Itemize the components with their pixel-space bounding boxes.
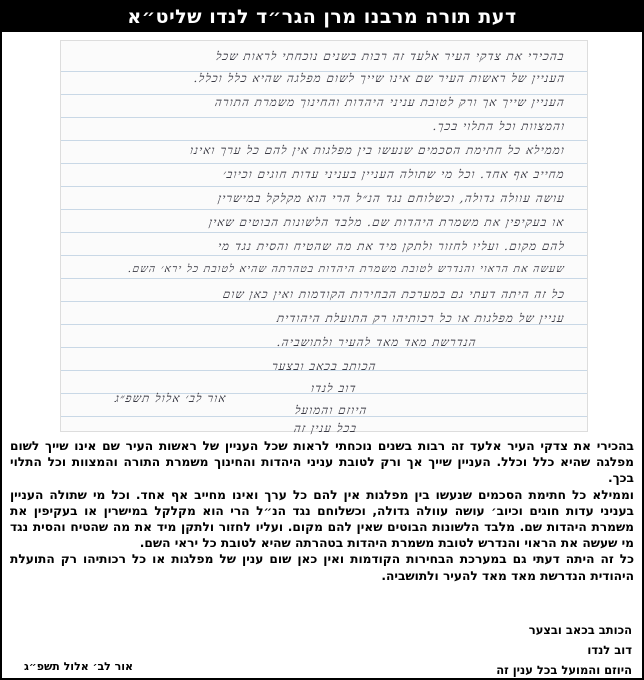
- handwritten-line: עושה עוולה גדולה, וכשלוחם נגד הנ״ל הרי הוא מקלקל במישרין: [216, 191, 566, 205]
- handwritten-letter-image: [60, 40, 588, 435]
- handwritten-line: בהכירי את צדקי העיר אלעד זה רבות בשנים נוכחתי לראות שכל: [215, 49, 566, 63]
- transcription-paragraph: כל זה היתה דעתי גם במערכת הבחירות הקודמות ואין כאן שום ענין של מפלגות או כל רכותיהו רק התועלת היהודית הנדרשת מאד מאד להעיר ולתושביה.: [10, 552, 634, 583]
- handwritten-signoff: הכותב בכאב ובצער: [271, 359, 378, 373]
- signature-block: [496, 620, 632, 680]
- transcription-paragraph: וממילא כל חתימת הסכמים שנעשו בין מפלגות אין להם כל ערך ואינו מחייב אף אחד. וכל מי שתולה העניין בעניני עדות חוגים וכיוב׳ עושה עוולה גדולה, וכשלוחם נגד הנ״ל הרי הוא מקלקל במישרין או בעקיפין את משמרת היהדות שם. מלבד הלשונות הבוטים שאין להם מקום. ועליו לחזור ולתקן מיד את מה שהטיח והסית נגד מי שעשה את הראוי והנדרש לטובת משמרת היהדות בטהרתה שהיא לטובת כל יראי השם.: [10, 487, 634, 551]
- signer-title: היוזם והמועל בכל ענין זה: [496, 663, 632, 677]
- handwritten-signature: דוב לנדו: [310, 381, 358, 395]
- typed-transcription: [10, 438, 634, 584]
- transcription-paragraph: בהכירי את צדקי העיר אלעד זה רבות בשנים נוכחתי לראות שכל העניין של ראשות העיר שם אינו שייך לשום מפלגה שהיא כלל וכלל. העניין שייך אך ורק לטובת עניני היהדות והחינוך משמרת התורה והמצוות וכל התלוי בכך.: [10, 439, 634, 486]
- letter-date: אור לב׳ אלול תשפ״ג: [24, 660, 134, 673]
- handwritten-line: שעשה את הראוי והנדרש לטובת משמרת היהדות בטהרתה שהיא לטובת כל ירא׳ השם.: [127, 263, 566, 275]
- handwritten-line: וממילא כל חתימת הסכמים שנעשו בין מפלגות אין להם כל ערך ואינו: [188, 143, 566, 157]
- signoff-text: הכותב בכאב ובצער: [528, 623, 632, 637]
- handwritten-line: או בעקיפין את משמרת היהדות שם. מלבד הלשונות הבוטים שאין: [208, 215, 566, 229]
- handwritten-line: כל זה היתה דעתי גם במערכת הבחירות הקודמות ואין כאן שום: [221, 287, 566, 301]
- signer-name: דוב לנדו: [587, 643, 632, 657]
- handwritten-line: והמצוות וכל התלוי בכך.: [431, 119, 566, 133]
- handwritten-line: הנדרשת מאד מאד להעיר ולתושביה.: [276, 335, 478, 349]
- handwritten-line: מחייב אף אחד. וכל מי שתולה העניין בעניני עדות חוגים וכיוב׳: [222, 167, 566, 181]
- handwritten-line: העניין של ראשות העיר שם אינו שייך לשום מפלגה שהיא כלל וכלל.: [192, 71, 566, 85]
- handwritten-line: עניין של מפלגות או כל רכותיהו רק התועלת היהודית: [276, 311, 566, 325]
- handwritten-date: אור לב׳ אלול תשפ״ג: [114, 391, 228, 405]
- handwritten-line: להם מקום. ועליו לחזור ולתקן מיד את מה שהטיח והסית נגד מי: [216, 239, 566, 253]
- page-title: דעת תורה מרבנו מרן הגר״ד לנדו שליט״א: [2, 2, 642, 32]
- handwritten-signature-title: היוזם והמועל: [293, 403, 368, 417]
- handwritten-line: העניין שייך אך ורק לטובת עניני היהדות והחינוך משמרת התורה: [214, 95, 566, 109]
- handwritten-signature-title: בכל ענין זה: [292, 421, 358, 435]
